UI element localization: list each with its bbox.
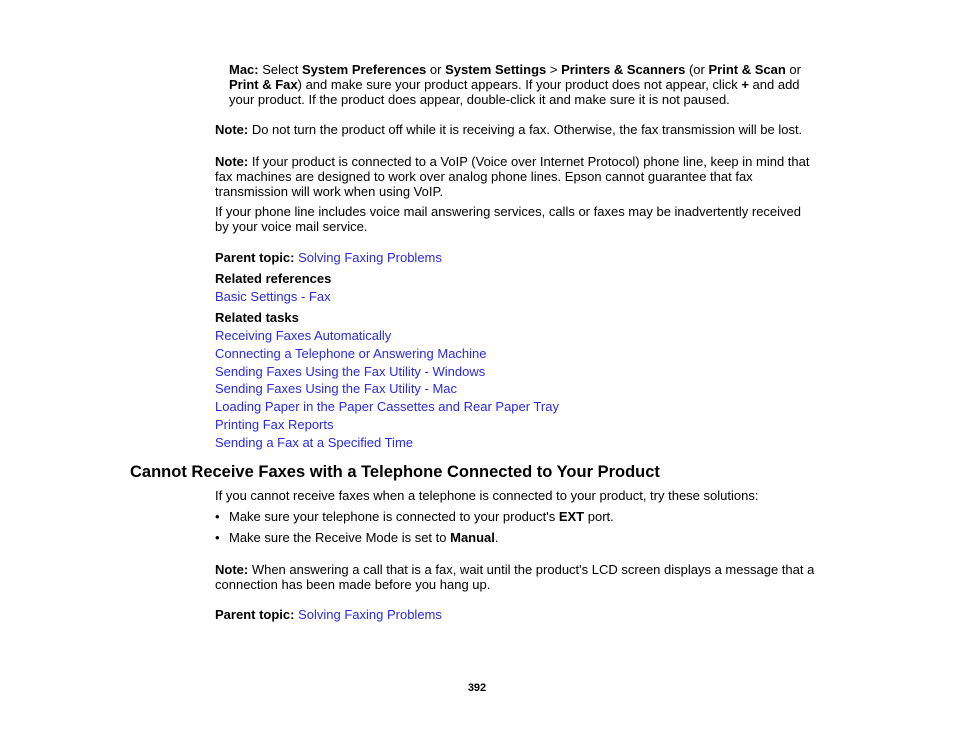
list-item: • Make sure the Receive Mode is set to Manual.	[215, 530, 499, 545]
mac-line-3: your product. If the product does appear, double-click it and make sure it is not paused.	[229, 92, 730, 107]
related-reference-link[interactable]: Basic Settings - Fax	[215, 289, 331, 304]
related-task-link[interactable]: Sending Faxes Using the Fax Utility - Windows	[215, 364, 486, 379]
related-task-link[interactable]: Printing Fax Reports	[215, 417, 334, 432]
mac-line-1: Mac: Select System Preferences or System Settings > Printers & Scanners (or Print & Scan or	[229, 62, 801, 77]
parent-topic-link[interactable]: Solving Faxing Problems	[298, 607, 442, 622]
parent-topic: Parent topic: Solving Faxing Problems	[215, 250, 442, 265]
section-intro: If you cannot receive faxes when a telephone is connected to your product, try these solutions:	[215, 488, 759, 503]
mac-instructions	[229, 62, 801, 107]
related-tasks-heading: Related tasks	[215, 310, 299, 325]
mac-line-2: Print & Fax) and make sure your product appears. If your product does not appear, click + and add	[229, 77, 800, 92]
note-voip: Note: If your product is connected to a VoIP (Voice over Internet Protocol) phone line, keep in mind that fax machines are designed to work over analog phone lines. Epson cannot guarantee that fax transmission will work when using VoIP.	[215, 154, 810, 199]
parent-topic: Parent topic: Solving Faxing Problems	[215, 607, 442, 622]
bullet-icon: •	[215, 509, 220, 524]
related-task-link[interactable]: Loading Paper in the Paper Cassettes and Rear Paper Tray	[215, 399, 559, 414]
note-fax-transmission: Note: Do not turn the product off while it is receiving a fax. Otherwise, the fax transmission will be lost.	[215, 122, 803, 137]
related-task-link[interactable]: Sending a Fax at a Specified Time	[215, 435, 414, 450]
section-title: Cannot Receive Faxes with a Telephone Connected to Your Product	[130, 463, 660, 481]
page-number: 392	[467, 682, 487, 694]
list-item: • Make sure your telephone is connected to your product's EXT port.	[215, 509, 614, 524]
related-references-heading: Related references	[215, 271, 332, 286]
parent-topic-link[interactable]: Solving Faxing Problems	[298, 250, 442, 265]
related-task-link[interactable]: Connecting a Telephone or Answering Machine	[215, 346, 487, 361]
voicemail-paragraph: If your phone line includes voice mail answering services, calls or faxes may be inadvertently received by your voice mail service.	[215, 204, 802, 234]
related-task-link[interactable]: Sending Faxes Using the Fax Utility - Mac	[215, 381, 458, 396]
note-answering-call: Note: When answering a call that is a fax, wait until the product's LCD screen displays a message that a connection has been made before you hang up.	[215, 562, 815, 592]
bullet-icon: •	[215, 530, 220, 545]
related-task-link[interactable]: Receiving Faxes Automatically	[215, 328, 392, 343]
